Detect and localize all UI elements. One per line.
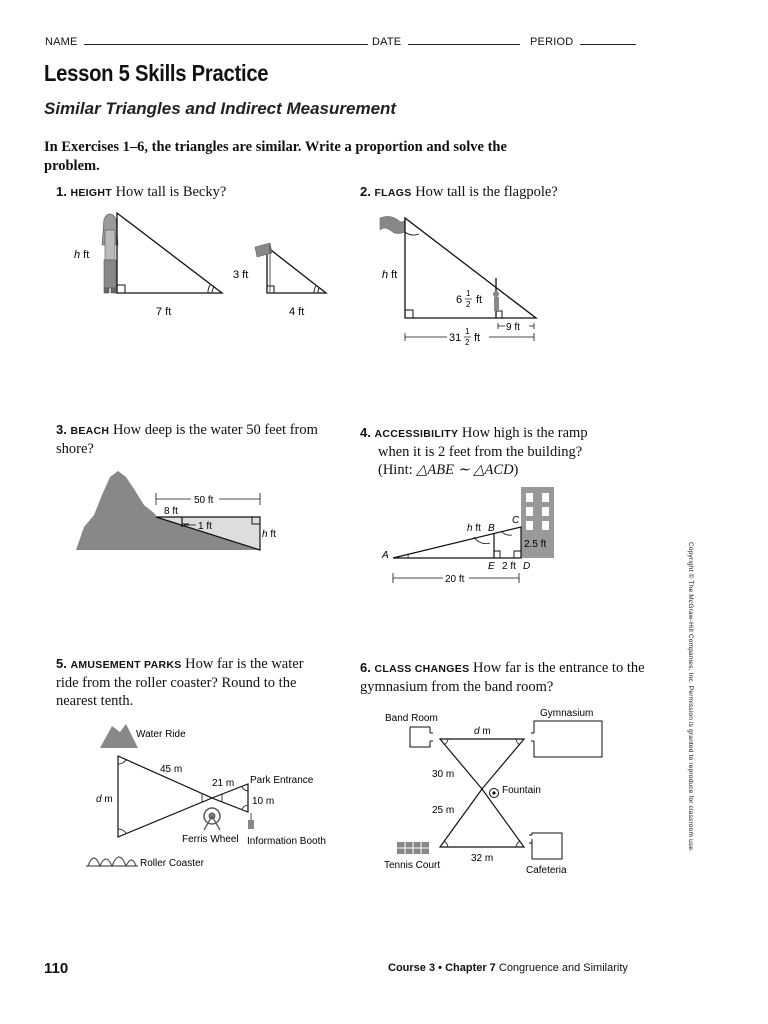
- small-base-label: 4 ft: [289, 306, 305, 318]
- tennis-court-icon: [397, 842, 429, 854]
- exercise-tag: AMUSEMENT PARKS: [70, 659, 182, 671]
- page-title: Lesson 5 Skills Practice: [44, 60, 269, 86]
- water-ride-icon: [100, 724, 138, 748]
- exercise-4-diagram: [378, 485, 563, 590]
- point-a-label: A: [382, 550, 389, 561]
- exercise-1-diagram: [60, 205, 350, 325]
- band-room-building: [410, 727, 433, 747]
- exercise-tag: ACCESSIBILITY: [374, 428, 459, 440]
- point-b-label: B: [488, 523, 495, 534]
- exercise-3-diagram: [74, 465, 294, 555]
- ferris-wheel-label: Ferris Wheel: [182, 834, 239, 845]
- point-d-label: D: [523, 561, 531, 572]
- period-line: [580, 35, 636, 45]
- copyright-notice: Copyright © The McGraw-Hill Companies, Inc. Permission is granted to reproduce for classroom use.: [687, 542, 694, 853]
- exercise-question-line2: when it is 2 feet from the building?: [378, 444, 583, 460]
- exercise-tag: FLAGS: [374, 187, 412, 199]
- h-label: h ft: [467, 523, 481, 534]
- exercise-number: 6.: [360, 660, 371, 675]
- exercise-question: How deep is the water 50 feet from shore?: [56, 422, 318, 457]
- instructions: In Exercises 1–6, the triangles are similar. Write a proportion and solve the problem.: [44, 139, 507, 174]
- d-label: d m: [96, 794, 113, 805]
- len-45-label: 45 m: [160, 764, 183, 775]
- small-triangle: [267, 247, 326, 293]
- roller-coaster-label: Roller Coaster: [140, 858, 204, 869]
- fountain-label: Fountain: [502, 785, 541, 796]
- chapter-title: Congruence and Similarity: [498, 962, 628, 974]
- len-25-label: 25 m: [432, 805, 455, 816]
- gymnasium-label: Gymnasium: [540, 708, 594, 719]
- big-base-label: 7 ft: [156, 306, 172, 318]
- exercise-3-prompt: [56, 421, 326, 458]
- info-booth-label: Information Booth: [247, 836, 326, 847]
- small-base-label: 2 ft: [502, 561, 516, 572]
- cafeteria-building: [529, 833, 562, 859]
- person-height-label: [456, 289, 482, 309]
- cafeteria-label: Cafeteria: [526, 865, 567, 876]
- exercise-2-prompt: [360, 183, 558, 202]
- exercise-question: How far is the entrance to the gymnasium from the band room?: [360, 660, 645, 695]
- len-30-label: 30 m: [432, 769, 455, 780]
- exercise-question: How tall is Becky?: [115, 184, 227, 200]
- h-label: h ft: [74, 249, 90, 261]
- left-label: 8 ft: [164, 506, 178, 517]
- date-label: DATE: [372, 36, 402, 48]
- len-10-label: 10 m: [252, 796, 275, 807]
- exercise-5-prompt: [56, 655, 326, 710]
- water-ride-label: Water Ride: [136, 729, 186, 740]
- exercise-number: 3.: [56, 422, 67, 437]
- base-label: 20 ft: [445, 574, 465, 585]
- band-room-label: Band Room: [385, 713, 438, 724]
- footer-course-info: [388, 962, 628, 974]
- exercise-number: 1.: [56, 184, 67, 199]
- svg-text:ft: ft: [476, 294, 483, 306]
- small-height-label: 3 ft: [233, 269, 249, 281]
- exercise-6-prompt: [360, 659, 650, 696]
- svg-text:1: 1: [465, 327, 470, 336]
- name-line: [84, 35, 368, 45]
- exercise-number: 5.: [56, 656, 67, 671]
- shadow-small-label: 9 ft: [506, 322, 520, 333]
- exercise-tag: HEIGHT: [70, 187, 112, 199]
- flag-icon: [380, 216, 405, 233]
- ramp-triangle: [393, 527, 521, 558]
- bowtie-triangles: [118, 756, 248, 837]
- date-line: [408, 35, 520, 45]
- period-field-row: [530, 35, 636, 48]
- svg-text:1: 1: [466, 289, 471, 298]
- exercise-question-line1: How high is the ramp: [461, 425, 588, 441]
- exercise-1-prompt: [56, 183, 226, 202]
- exercise-number: 4.: [360, 425, 371, 440]
- tennis-court-label: Tennis Court: [384, 860, 441, 871]
- exercise-tag: CLASS CHANGES: [374, 663, 470, 675]
- park-entrance-label: Park Entrance: [250, 775, 314, 786]
- small-label: 1 ft: [198, 521, 212, 532]
- svg-text:2: 2: [466, 300, 471, 309]
- wall-height-label: 2.5 ft: [524, 539, 547, 550]
- chapter-label: Chapter 7: [445, 962, 496, 974]
- h-label: h ft: [262, 529, 276, 540]
- d-label: d m: [474, 726, 491, 737]
- exercise-2-diagram: [372, 210, 562, 350]
- exercise-number: 2.: [360, 184, 371, 199]
- point-e-label: E: [488, 561, 495, 572]
- big-triangle: [117, 213, 222, 293]
- gymnasium-building: [531, 721, 602, 757]
- person-figure-becky: [102, 214, 118, 293]
- svg-text:ft: ft: [474, 332, 481, 344]
- len-32-label: 32 m: [471, 853, 494, 864]
- svg-text:6: 6: [456, 294, 463, 306]
- info-booth-icon: [248, 813, 254, 829]
- course-label: Course 3: [388, 962, 436, 974]
- exercise-tag: BEACH: [70, 425, 110, 437]
- exercise-hint: (Hint: △ABE ∼ △ACD): [378, 462, 519, 478]
- ferris-wheel-icon: [204, 808, 220, 830]
- name-label: NAME: [45, 36, 78, 48]
- page-number: 110: [44, 960, 69, 977]
- svg-text:2: 2: [465, 338, 470, 347]
- h-label: h ft: [382, 269, 398, 281]
- exercise-question: How tall is the flagpole?: [415, 184, 558, 200]
- point-c-label: C: [512, 515, 520, 526]
- exercise-5-diagram: [86, 720, 336, 875]
- date-field-row: [372, 35, 520, 48]
- svg-text:31: 31: [449, 332, 462, 344]
- flagpole-triangle: [405, 218, 536, 318]
- person-small-figure: [493, 291, 499, 311]
- fountain-icon: [490, 789, 499, 798]
- exercise-6-diagram: [382, 705, 612, 880]
- footer-bullet: •: [438, 962, 442, 974]
- exercise-4-prompt: [360, 424, 588, 479]
- exercise-question: How far is the water ride from the roller coaster? Round to the nearest tenth.: [56, 656, 304, 709]
- len-21-label: 21 m: [212, 778, 235, 789]
- top-label: 50 ft: [194, 495, 214, 506]
- roller-coaster-icon: [86, 857, 138, 866]
- name-field-row: [45, 35, 368, 48]
- page-subtitle: Similar Triangles and Indirect Measurement: [44, 99, 397, 118]
- period-label: PERIOD: [530, 36, 574, 48]
